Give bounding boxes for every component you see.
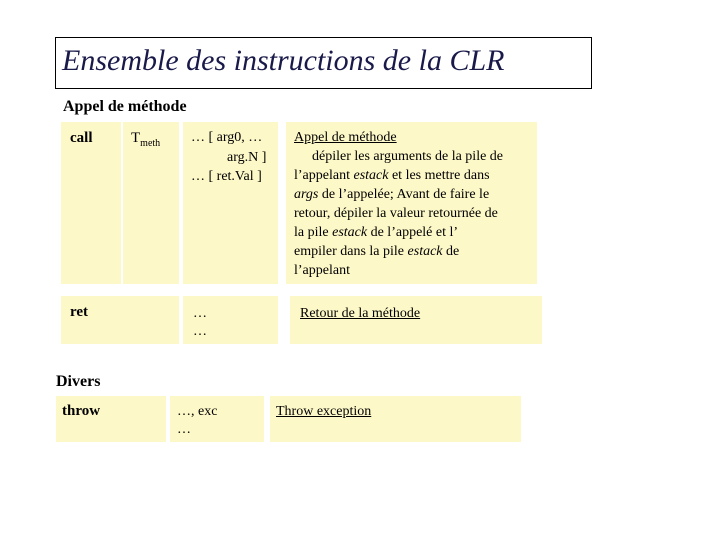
cell-throw-stack <box>170 396 264 442</box>
opcode-call: call <box>70 130 93 146</box>
cell-ret-description <box>290 296 542 344</box>
desc-call-line2: l’appelant estack et les mettre dans <box>294 168 490 183</box>
operand-call: $T_{meth}$ <box>131 130 161 149</box>
stack-ret-line2: … <box>193 324 207 339</box>
slide-title: Ensemble des instructions de la CLR <box>62 44 505 77</box>
desc-ret: Retour de la méthode <box>300 306 421 321</box>
stack-throw-line1: …, exc <box>177 404 218 419</box>
cell-throw-opcode <box>56 396 166 442</box>
title-box <box>55 37 592 89</box>
desc-call-line7: l’appelant <box>294 263 350 278</box>
opcode-ret: ret <box>70 304 89 320</box>
cell-ret-stack <box>183 296 278 344</box>
cell-call-opcode <box>61 122 121 284</box>
stack-call-line3: … [ ret.Val ] <box>191 169 262 184</box>
desc-throw: Throw exception <box>276 404 372 419</box>
section-misc: Divers <box>56 373 101 390</box>
cell-throw-description <box>270 396 521 442</box>
desc-call-line6: empiler dans la pile estack de <box>294 244 460 259</box>
opcode-throw: throw <box>62 403 101 419</box>
cell-ret-opcode <box>61 296 179 344</box>
desc-call-line1: dépiler les arguments de la pile de <box>312 149 504 164</box>
desc-call-line4: retour, dépiler la valeur retournée de <box>294 206 498 221</box>
desc-call-title: Appel de méthode <box>294 130 397 145</box>
desc-call-line3: args de l’appelée; Avant de faire le <box>294 187 490 202</box>
cell-call-stack <box>183 122 278 284</box>
stack-call-line1: … [ arg0, … <box>191 130 263 145</box>
stack-call-line2: arg.N ] <box>227 150 267 165</box>
section-method-call: Appel de méthode <box>63 98 187 115</box>
desc-call-line5: la pile estack de l’appelé et l’ <box>294 225 459 240</box>
cell-call-description <box>286 122 537 284</box>
stack-ret-line1: … <box>193 306 207 321</box>
stack-throw-line2: … <box>177 422 191 437</box>
cell-call-operand <box>123 122 179 284</box>
